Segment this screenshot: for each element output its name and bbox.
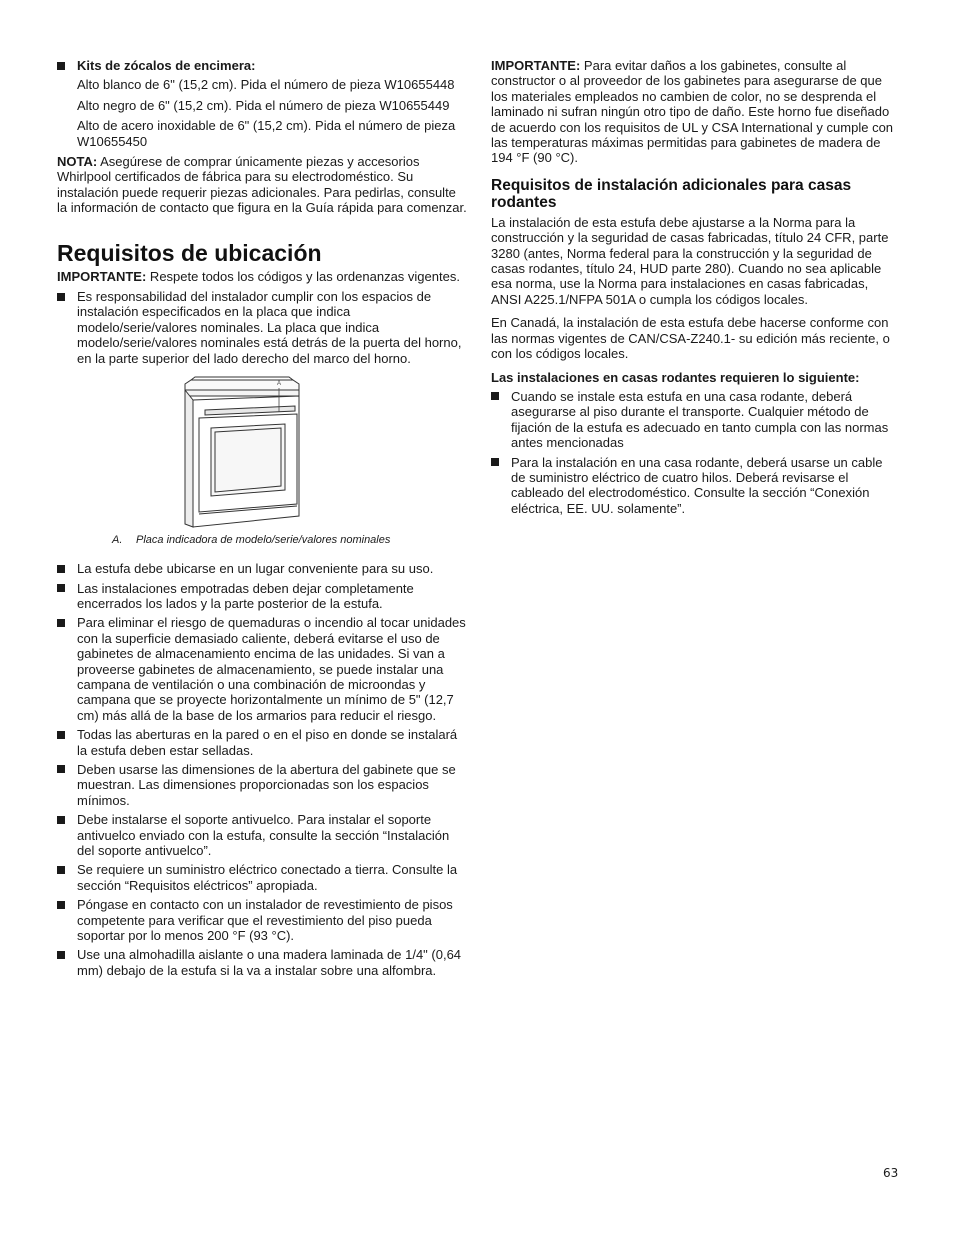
square-bullet-icon (57, 584, 65, 592)
importante-text: Respete todos los códigos y las ordenanzas vigentes. (146, 268, 460, 284)
kits-list (57, 58, 467, 73)
square-bullet-icon (57, 731, 65, 739)
kit-item: Alto negro de 6" (15,2 cm). Pida el número de pieza W10655449 (77, 97, 450, 113)
list-item (57, 581, 467, 612)
importante-text: Para evitar daños a los gabinetes, consulte al constructor o al proveedor de los gabinetes para asegurarse de que los materiales empleados no cambien de color, no se desprenda el laminado ni sufran ningún otro tipo de daño. Este horno fue diseñado de acuerdo con los requisitos de UL y CSA International y cumple con las temperaturas máximas permitidas para gabinetes de madera de 194 °F (90 °C). (491, 58, 894, 166)
canada-paragraph: En Canadá, la instalación de esta estufa debe hacerse conforme con las normas vigentes de CAN/CSA-Z240.1- su edición más reciente, o con los códigos locales. (491, 315, 890, 362)
square-bullet-icon (491, 458, 499, 466)
list-item (57, 862, 467, 893)
importante-label: IMPORTANTE: (491, 58, 581, 73)
square-bullet-icon (491, 392, 499, 400)
list-item-text: La estufa debe ubicarse en un lugar conveniente para su uso. (77, 561, 434, 577)
list-item (57, 897, 467, 943)
range-illustration (181, 376, 321, 528)
callout-label: A (277, 381, 282, 388)
square-bullet-icon (57, 62, 65, 70)
right-column (491, 58, 897, 520)
square-bullet-icon (57, 816, 65, 824)
kits-heading: Kits de zócalos de encimera: (77, 58, 256, 73)
figure-caption (112, 534, 467, 547)
subheading: Requisitos de instalación adicionales para casas rodantes (491, 176, 852, 212)
importante-paragraph (57, 269, 467, 284)
square-bullet-icon (57, 866, 65, 874)
requirements-list (491, 389, 897, 516)
left-column (57, 58, 467, 982)
square-bullet-icon (57, 951, 65, 959)
location-list-first (57, 289, 467, 366)
page-number: 63 (883, 1166, 899, 1180)
nota-paragraph (57, 154, 467, 216)
list-item (57, 561, 467, 576)
list-item-text: Póngase en contacto con un instalador de revestimiento de pisos competente para verificar que el revestimiento del piso pueda soportar por lo menos 200 °F (93 °C). (77, 897, 453, 944)
range-figure (57, 376, 467, 547)
list-item (57, 58, 467, 73)
list-item-text: Deben usarse las dimensiones de la abertura del gabinete que se muestran. Las dimensiones proporcionadas son los espacios mínimos. (77, 761, 456, 808)
location-list (57, 561, 467, 978)
square-bullet-icon (57, 765, 65, 773)
list-item-text: Es responsabilidad del instalador cumplir con los espacios de instalación especificados en la placa que indica modelo/serie/valores nominales. La placa que indica modelo/serie/valores nominales está detrás de la puerta del horno, en la parte superior del lado derecho del marco del horno. (77, 289, 462, 366)
section-title: Requisitos de ubicación (57, 239, 322, 266)
mobile-home-paragraph: La instalación de esta estufa debe ajustarse a la Norma para la construcción y la seguridad de casas fabricadas, título 24 CFR, parte 3280 (antes, Norma federal para la construcción y la seguridad de casas rodantes, título 24, HUD parte 280). Cuando no sea aplicable esa norma, use la Norma para instalaciones en casas fabricadas, ANSI A225.1/NFPA 501A o cumpla los códigos locales. (491, 214, 889, 307)
list-item-text: Para la instalación en una casa rodante, deberá usarse un cable de suministro eléctrico de cuatro hilos. Deberá revisarse el cableado del electrodoméstico. Consulte la sección “Conexión eléctrica, EE. UU. solamente”. (511, 454, 883, 516)
list-item-text: Debe instalarse el soporte antivuelco. Para instalar el soporte antivuelco enviado con la estufa, consulte la sección “Instalación del soporte antivuelco”. (77, 812, 450, 858)
square-bullet-icon (57, 619, 65, 627)
importante-paragraph (491, 58, 897, 166)
caption-text: Placa indicadora de modelo/serie/valores nominales (136, 534, 391, 547)
list-item (57, 727, 467, 758)
square-bullet-icon (57, 901, 65, 909)
nota-label: NOTA: (57, 154, 98, 170)
list-item (491, 455, 897, 517)
list-item-text: Se requiere un suministro eléctrico conectado a tierra. Consulte la sección “Requisitos eléctricos” apropiada. (77, 862, 458, 893)
list-item-text: Todas las aberturas en la pared o en el piso en donde se instalará la estufa deben estar selladas. (77, 727, 458, 758)
list-item (57, 947, 467, 978)
list-item (57, 615, 467, 723)
list-item-text: Cuando se instale esta estufa en una casa rodante, deberá asegurarse al piso durante el transporte. Cualquier método de fijación de la estufa es adecuado en tanto cumpla con las normas antes mencionadas (511, 388, 889, 451)
square-bullet-icon (57, 293, 65, 301)
kit-item: Alto blanco de 6" (15,2 cm). Pida el número de pieza W10655448 (77, 77, 455, 93)
list-item-text: Las instalaciones empotradas deben dejar completamente encerrados los lados y la parte posterior de la estufa. (77, 580, 414, 611)
kit-item: Alto de acero inoxidable de 6" (15,2 cm). Pida el número de pieza W10655450 (77, 118, 456, 149)
caption-letter: A. (112, 534, 123, 547)
nota-text: Asegúrese de comprar únicamente piezas y accesorios Whirlpool certificados de fábrica para su electrodoméstico. Su instalación puede requerir piezas adicionales. Para pedirlas, consulte la información de contacto que figura en la Guía rápida para comenzar. (57, 154, 467, 216)
requirements-label: Las instalaciones en casas rodantes requieren lo siguiente: (491, 369, 860, 385)
square-bullet-icon (57, 565, 65, 573)
list-item-text: Para eliminar el riesgo de quemaduras o incendio al tocar unidades con la superficie demasiado caliente, deberá evitarse el uso de gabinetes de almacenamiento encima de las unidades. Si van a proveerse gabinetes de almacenamiento, se puede instalar una campana de ventilación o una combinación de microondas y campana que se proyecte horizontalmente un mínimo de 5" (12,7 cm) más allá de la base de los armarios para reducir el riesgo. (77, 615, 466, 723)
list-item (57, 812, 467, 858)
list-item (57, 762, 467, 808)
list-item-text: Use una almohadilla aislante o una madera laminada de 1/4" (0,64 mm) debajo de la estufa si la va a instalar sobre una alfombra. (77, 947, 462, 978)
list-item (57, 289, 467, 366)
importante-label: IMPORTANTE: (57, 268, 147, 284)
list-item (491, 389, 897, 451)
